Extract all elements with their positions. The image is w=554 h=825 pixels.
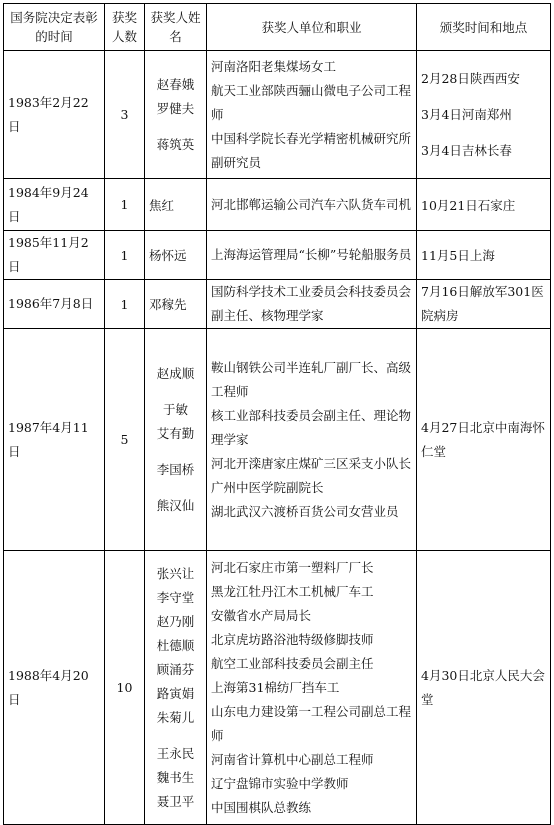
names-cell	[145, 329, 207, 551]
award-cell: 10月21日石家庄	[417, 179, 551, 231]
award-cell: 4月30日北京人民大会堂	[417, 551, 551, 825]
table-row	[4, 179, 551, 231]
header-award: 颁奖时间和地点	[417, 4, 551, 51]
award-cell: 7月16日解放军301医院病房	[417, 280, 551, 329]
name-item: 王永民	[156, 745, 195, 761]
unit-item: 广州中医学院副院长	[211, 479, 324, 495]
unit-item: 北京虎坊路浴池特级修脚技师	[211, 631, 374, 647]
name-item: 蒋筑英	[156, 136, 195, 152]
name-item: 顾涌芬	[156, 661, 195, 677]
name-item: 艾有勤	[156, 425, 195, 441]
count-cell: 1	[105, 231, 145, 280]
header-units: 获奖人单位和职业	[207, 4, 417, 51]
award-cell	[417, 51, 551, 179]
award-item: 3月4日吉林长春	[421, 142, 512, 158]
unit-item: 河南洛阳老集煤场女工	[211, 58, 337, 74]
count-cell: 3	[105, 51, 145, 179]
unit-item: 核工业部科技委员会副主任、理论物理学家	[211, 407, 412, 447]
table-row	[4, 329, 551, 551]
count-cell: 1	[105, 280, 145, 329]
name-item: 路寅娟	[156, 685, 195, 701]
names-cell: 杨怀远	[145, 231, 207, 280]
name-item: 聂卫平	[156, 793, 195, 809]
date-cell: 1986年7月8日	[4, 280, 105, 329]
unit-item: 中国围棋队总教练	[211, 799, 312, 815]
unit-item: 鞍山钢铁公司半连轧厂副厂长、高级工程师	[211, 359, 412, 399]
header-count: 获奖人数	[105, 4, 145, 51]
header-row	[4, 4, 551, 51]
names-cell	[145, 551, 207, 825]
names-cell: 邓稼先	[145, 280, 207, 329]
award-item: 3月4日河南郑州	[421, 106, 512, 122]
name-item: 熊汉仙	[156, 497, 195, 513]
name-item: 杜德顺	[156, 637, 195, 653]
date-cell: 1983年2月22日	[4, 51, 105, 179]
units-cell	[207, 551, 417, 825]
name-item: 张兴让	[156, 565, 195, 581]
table-row	[4, 51, 551, 179]
unit-item: 安徽省水产局局长	[211, 607, 312, 623]
unit-item: 河北开滦唐家庄煤矿三区采支小队长	[211, 455, 412, 471]
date-cell: 1985年11月2日	[4, 231, 105, 280]
unit-item: 航天工业部陕西骊山微电子公司工程师	[211, 82, 412, 122]
unit-item: 辽宁盘锦市实验中学教师	[211, 775, 349, 791]
unit-item: 河北石家庄市第一塑料厂厂长	[211, 559, 374, 575]
units-cell	[207, 329, 417, 551]
units-cell: 国防科学技术工业委员会科技委员会副主任、核物理学家	[207, 280, 417, 329]
name-item: 赵乃刚	[156, 613, 195, 629]
names-cell: 焦红	[145, 179, 207, 231]
count-cell: 1	[105, 179, 145, 231]
name-item: 朱菊儿	[156, 709, 195, 725]
award-cell: 4月27日北京中南海怀仁堂	[417, 329, 551, 551]
table-row	[4, 551, 551, 825]
name-gap	[149, 446, 202, 458]
name-item: 于敏	[162, 401, 188, 417]
table-row	[4, 280, 551, 329]
unit-item: 航空工业部科技委员会副主任	[211, 655, 374, 671]
name-item: 魏书生	[156, 769, 195, 785]
date-cell: 1988年4月20日	[4, 551, 105, 825]
name-gap	[149, 386, 202, 398]
units-cell: 河北邯郸运输公司汽车六队货车司机	[207, 179, 417, 231]
date-cell: 1987年4月11日	[4, 329, 105, 551]
name-item: 罗健夫	[156, 100, 195, 116]
name-item: 李国桥	[156, 461, 195, 477]
award-gap	[421, 91, 546, 103]
date-cell: 1984年9月24日	[4, 179, 105, 231]
names-cell	[145, 51, 207, 179]
table-row	[4, 231, 551, 280]
name-gap	[149, 121, 202, 133]
unit-item: 河南省计算机中心副总工程师	[211, 751, 374, 767]
name-item: 赵成顺	[156, 365, 195, 381]
name-gap	[149, 730, 202, 742]
count-cell: 5	[105, 329, 145, 551]
unit-item: 湖北武汉六渡桥百货公司女营业员	[211, 503, 399, 519]
header-names: 获奖人姓名	[145, 4, 207, 51]
header-date: 国务院决定表彰的时间	[4, 4, 105, 51]
units-cell: 上海海运管理局“长柳”号轮船服务员	[207, 231, 417, 280]
unit-item: 山东电力建设第一工程公司副总工程师	[211, 703, 412, 743]
name-item: 赵春娥	[156, 76, 195, 92]
name-gap	[149, 482, 202, 494]
award-gap	[421, 127, 546, 139]
unit-item: 中国科学院长春光学精密机械研究所副研究员	[211, 130, 412, 170]
count-cell: 10	[105, 551, 145, 825]
units-cell	[207, 51, 417, 179]
name-item: 李守堂	[156, 589, 195, 605]
award-table	[3, 3, 551, 825]
award-cell: 11月5日上海	[417, 231, 551, 280]
unit-item: 黑龙江牡丹江木工机械厂车工	[211, 583, 374, 599]
unit-item: 上海第31棉纺厂挡车工	[211, 679, 340, 695]
award-item: 2月28日陕西西安	[421, 70, 520, 86]
